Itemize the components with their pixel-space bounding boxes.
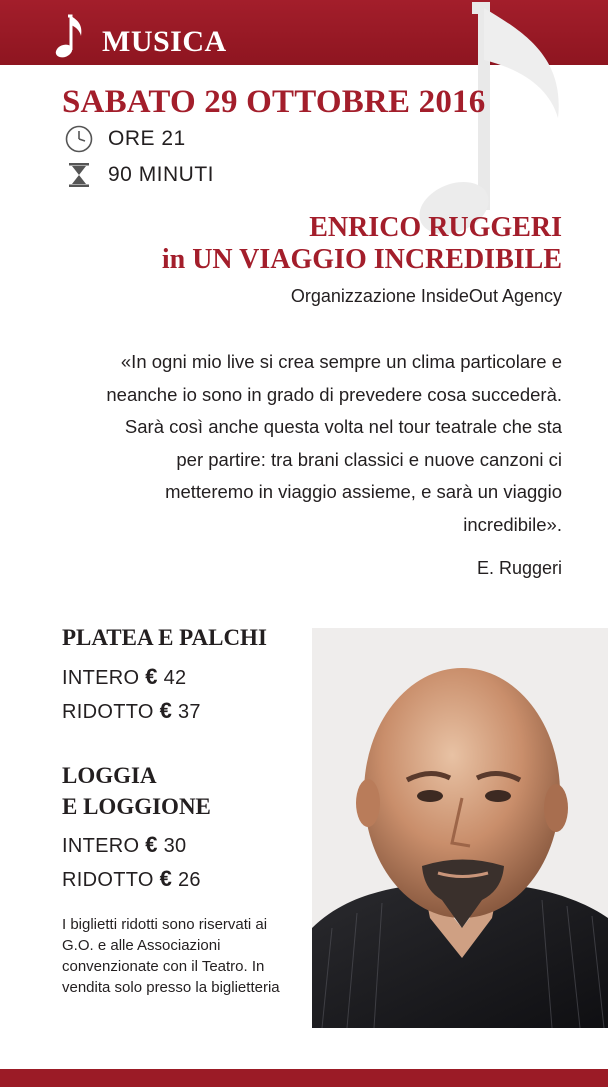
section-title: MUSICA <box>102 25 227 58</box>
music-note-icon <box>50 10 90 62</box>
hourglass-icon <box>64 160 94 190</box>
artist-portrait-illustration <box>312 628 608 1028</box>
euro-symbol: € <box>159 866 173 891</box>
price-value: 30 <box>163 835 187 857</box>
price-heading-loggia-line2: E LOGGIONE <box>62 794 211 819</box>
price-label: INTERO <box>62 667 140 689</box>
price-label: RIDOTTO <box>62 701 154 723</box>
event-duration: 90 MINUTI <box>108 163 215 186</box>
event-title <box>162 212 562 276</box>
event-title-line2: in UN VIAGGIO INCREDIBILE <box>161 244 562 275</box>
price-loggia-intero <box>62 832 186 858</box>
price-value: 42 <box>163 667 187 689</box>
event-time: ORE 21 <box>108 127 186 150</box>
event-title-line1: ENRICO RUGGERI <box>309 212 562 243</box>
euro-symbol: € <box>145 832 158 857</box>
euro-symbol: € <box>145 664 158 689</box>
quote-author: E. Ruggeri <box>476 558 562 578</box>
price-label: INTERO <box>62 835 140 857</box>
price-platea-intero <box>62 664 186 690</box>
price-label: RIDOTTO <box>62 869 154 891</box>
time-row <box>64 124 186 154</box>
price-value: 26 <box>178 869 201 891</box>
quote-text: «In ogni mio live si crea sempre un clima particolare e neanche io sono in grado di prevedere cosa succederà. Sarà così anche questa volta nel tour teatrale che sta per partire: tra brani classici e nuove canzoni ci metteremo in viaggio assieme, e sarà un viaggio incredibile». <box>106 351 562 535</box>
price-loggia-ridotto <box>62 866 201 892</box>
footer-band <box>0 1069 608 1087</box>
price-heading-loggia-line1: LOGGIA <box>62 763 157 788</box>
euro-symbol: € <box>159 698 173 723</box>
music-note-watermark-icon <box>380 0 608 240</box>
price-value: 37 <box>178 701 201 723</box>
price-platea-ridotto <box>62 698 201 724</box>
clock-icon <box>64 124 94 154</box>
event-date: SABATO 29 OTTOBRE 2016 <box>62 84 486 120</box>
price-heading-loggia <box>62 760 211 822</box>
duration-row <box>64 160 214 190</box>
artist-photo <box>312 628 608 1028</box>
price-heading-platea: PLATEA E PALCHI <box>62 625 267 650</box>
ticket-note: I biglietti ridotti sono riservati ai G.O. e alle Associazioni convenzionate con il Teatro. In vendita solo presso la biglietteria <box>62 916 280 996</box>
organizer: Organizzazione InsideOut Agency <box>290 286 562 306</box>
